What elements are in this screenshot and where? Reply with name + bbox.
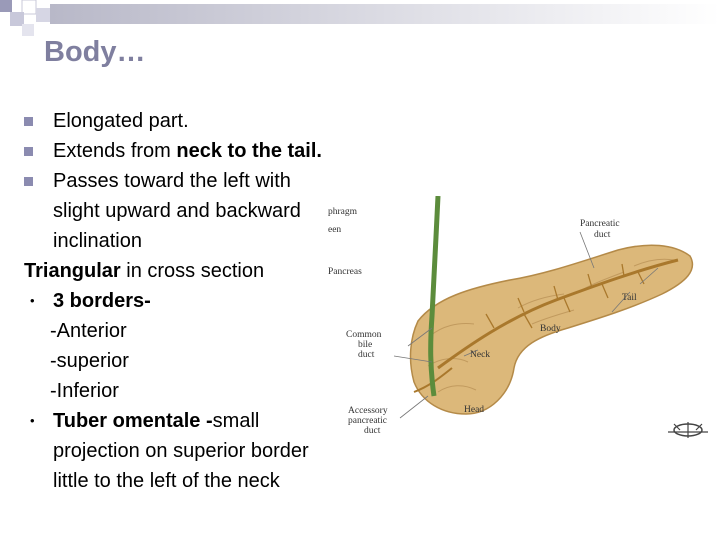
logo-icon — [666, 420, 710, 440]
label-common-bile-duct-1: Common — [346, 330, 382, 340]
bullet-item: Extends from neck to the tail. — [24, 136, 344, 166]
pancreas-diagram — [318, 196, 720, 446]
label-diaphragm-partial: phragm — [328, 207, 358, 217]
tuber-continuation: little to the left of the neck — [53, 470, 280, 492]
label-accessory-duct-2: pancreatic — [348, 416, 388, 426]
label-accessory-duct-3: duct — [364, 426, 381, 436]
slide-title: Body… — [44, 36, 146, 68]
square-bullet-icon — [24, 147, 33, 156]
slide-body — [24, 106, 344, 496]
header-decoration — [0, 0, 720, 30]
tuber-heading: • Tuber omentale -small — [24, 406, 344, 436]
label-neck: Neck — [470, 350, 491, 360]
bullet-continuation: slight upward and backward — [53, 200, 301, 222]
label-common-bile-duct-3: duct — [358, 350, 375, 360]
label-pancreas: Pancreas — [328, 267, 362, 277]
label-spleen-partial: een — [328, 225, 342, 235]
square-bullet-icon — [24, 117, 33, 126]
label-accessory-duct-1: Accessory — [348, 406, 388, 416]
bullet-continuation: inclination — [53, 230, 142, 252]
tuber-continuation: projection on superior border — [53, 440, 309, 462]
dot-bullet-icon: • — [30, 413, 35, 428]
label-pancreatic-duct-1: Pancreatic — [580, 219, 620, 229]
border-item: -Inferior — [50, 380, 119, 402]
bullet-item: Passes toward the left with — [24, 166, 344, 196]
dot-bullet-icon: • — [30, 293, 35, 308]
label-head: Head — [464, 405, 485, 415]
border-item: -Anterior — [50, 320, 127, 342]
corner-squares-decoration — [0, 0, 60, 40]
bullet-item: Elongated part. — [24, 106, 344, 136]
label-common-bile-duct-2: bile — [358, 340, 373, 350]
border-item: -superior — [50, 350, 129, 372]
label-tail: Tail — [622, 293, 637, 303]
label-pancreatic-duct-2: duct — [594, 230, 611, 240]
label-body: Body — [540, 324, 561, 334]
square-bullet-icon — [24, 177, 33, 186]
borders-heading: • 3 borders- — [24, 286, 344, 316]
triangular-line: Triangular in cross section — [24, 260, 265, 282]
